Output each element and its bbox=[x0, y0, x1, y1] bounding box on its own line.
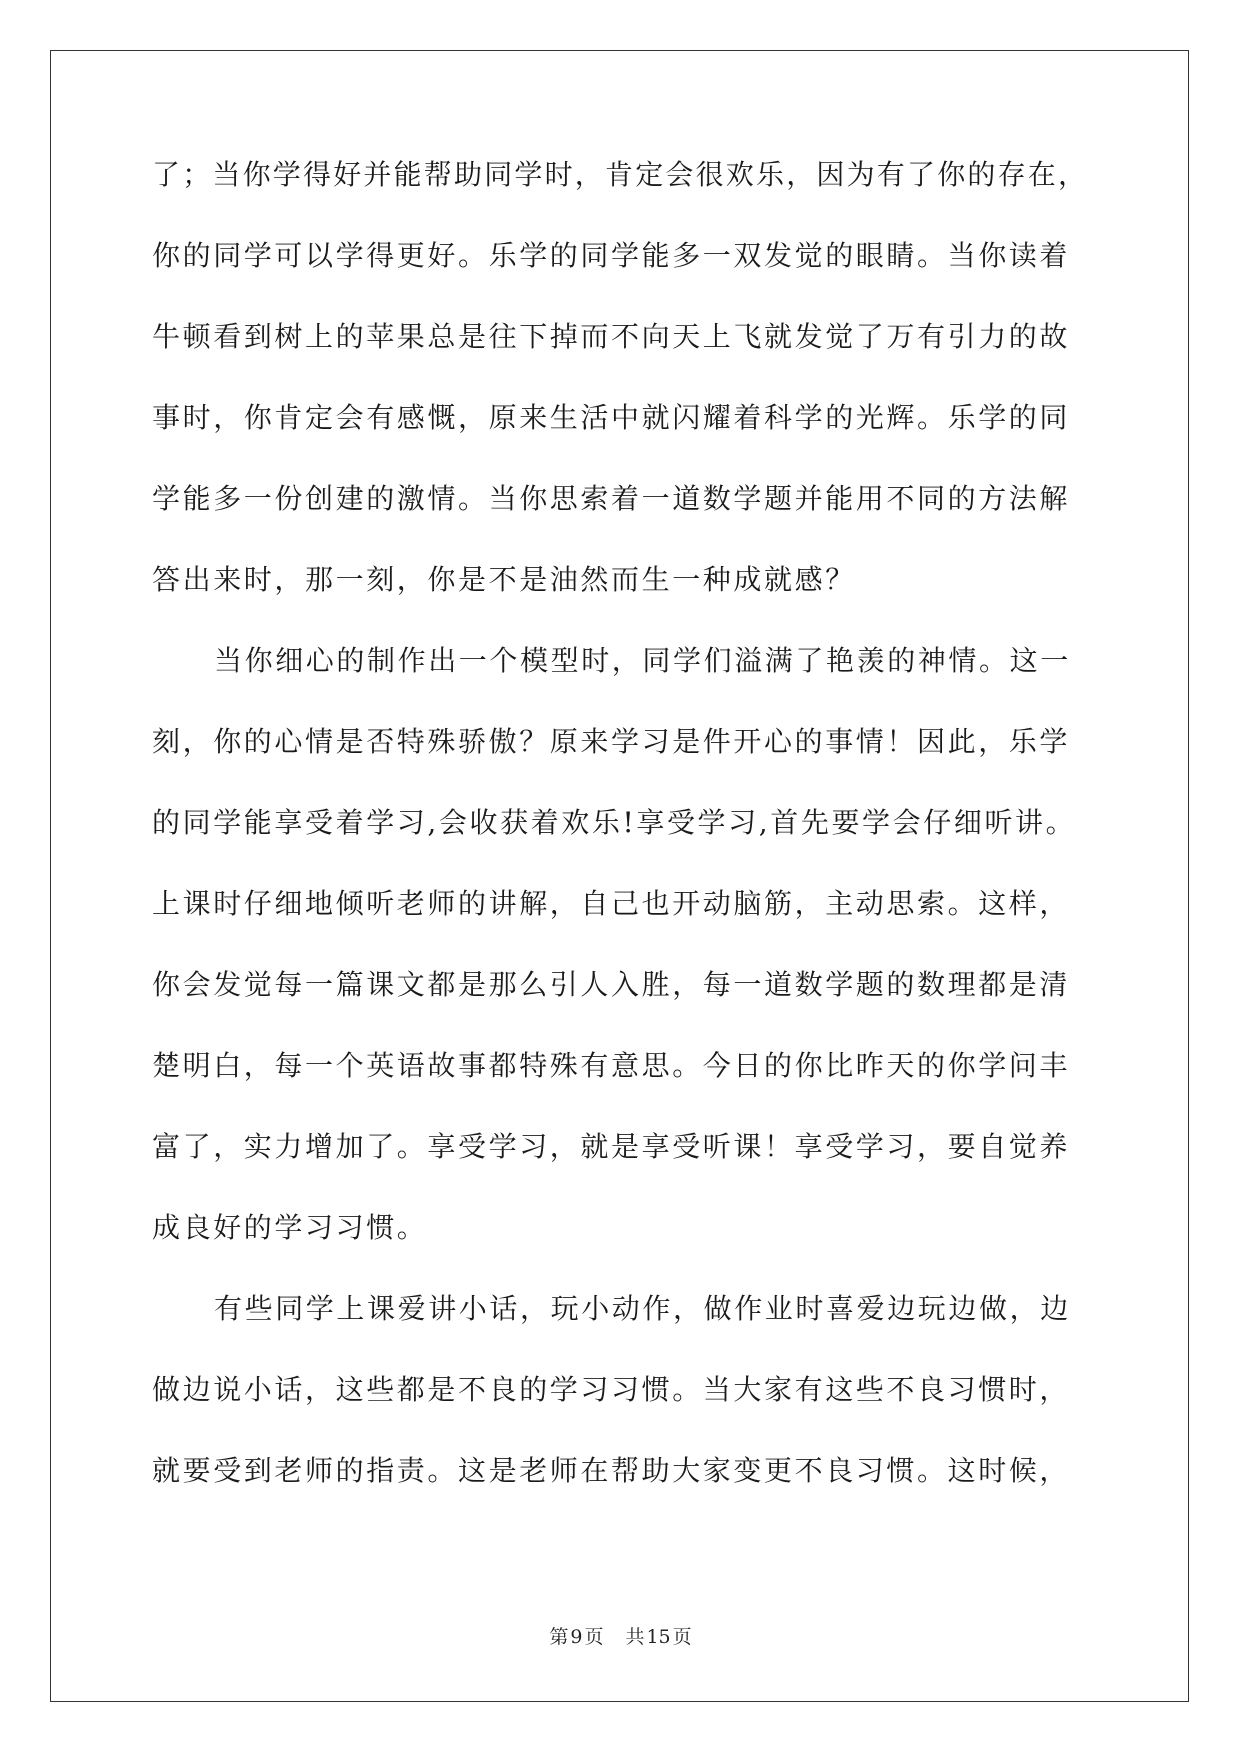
text-line: 成良好的学习习惯。 bbox=[152, 1211, 428, 1244]
footer-page-prefix: 第 bbox=[549, 1626, 569, 1648]
text-line: 了；当你学得好并能帮助同学时，肯定会很欢乐，因为有了你的存在， bbox=[152, 158, 1089, 191]
footer-total-suffix: 页 bbox=[672, 1626, 692, 1648]
text-line: 刻，你的心情是否特殊骄傲？原来学习是件开心的事情！因此，乐学 bbox=[152, 725, 1071, 758]
footer-total-prefix: 共 bbox=[625, 1626, 645, 1648]
footer-page-suffix: 页 bbox=[584, 1626, 604, 1648]
text-line: 做边说小话，这些都是不良的学习习惯。当大家有这些不良习惯时， bbox=[152, 1373, 1071, 1406]
text-line: 上课时仔细地倾听老师的讲解，自己也开动脑筋，主动思索。这样， bbox=[152, 887, 1071, 920]
text-line: 答出来时，那一刻，你是不是油然而生一种成就感？ bbox=[152, 563, 856, 596]
text-line: 你的同学可以学得更好。乐学的同学能多一双发觉的眼睛。当你读着 bbox=[152, 239, 1071, 272]
text-line: 富了，实力增加了。享受学习，就是享受听课！享受学习，要自觉养 bbox=[152, 1130, 1071, 1163]
text-line: 事时，你肯定会有感慨，原来生活中就闪耀着科学的光辉。乐学的同 bbox=[152, 401, 1071, 434]
page-footer bbox=[0, 1622, 1241, 1649]
text-line: 你会发觉每一篇课文都是那么引人入胜，每一道数学题的数理都是清 bbox=[152, 968, 1071, 1001]
text-line: 有些同学上课爱讲小话，玩小动作，做作业时喜爱边玩边做，边 bbox=[214, 1292, 1071, 1325]
text-line: 牛顿看到树上的苹果总是往下掉而不向天上飞就发觉了万有引力的故 bbox=[152, 320, 1071, 353]
footer-total-pages: 15 bbox=[646, 1626, 671, 1648]
text-line: 当你细心的制作出一个模型时，同学们溢满了艳羡的神情。这一 bbox=[214, 644, 1071, 677]
text-line: 就要受到老师的指责。这是老师在帮助大家变更不良习惯。这时候， bbox=[152, 1454, 1071, 1487]
document-body bbox=[152, 152, 1092, 1529]
text-line: 学能多一份创建的激情。当你思索着一道数学题并能用不同的方法解 bbox=[152, 482, 1071, 515]
footer-current-page: 9 bbox=[570, 1626, 583, 1648]
text-line: 的同学能享受着学习,会收获着欢乐!享受学习,首先要学会仔细听讲。 bbox=[152, 806, 1077, 839]
text-line: 楚明白，每一个英语故事都特殊有意思。今日的你比昨天的你学问丰 bbox=[152, 1049, 1071, 1082]
